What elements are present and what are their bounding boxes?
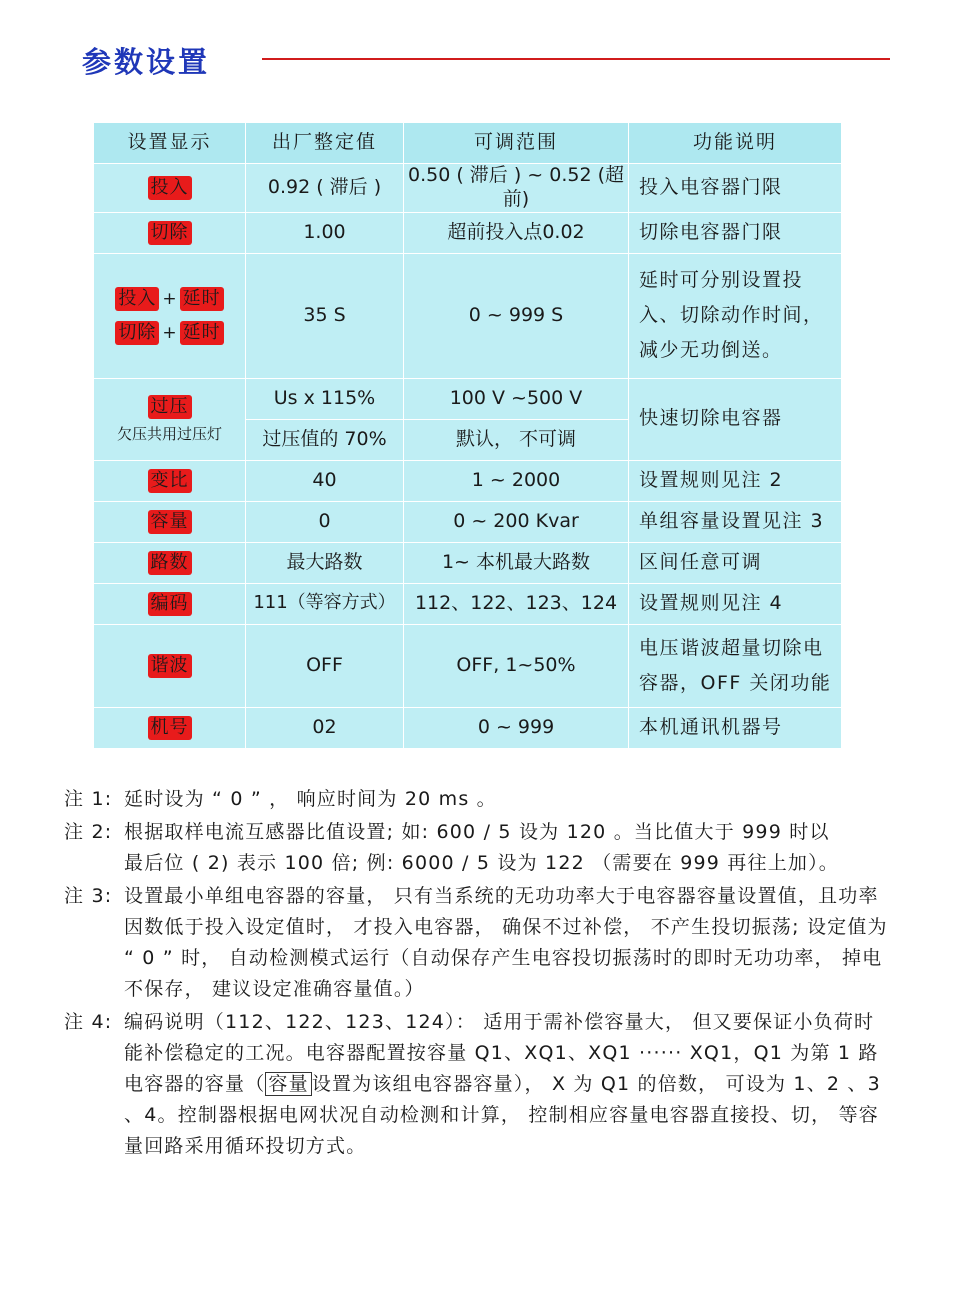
table-row — [94, 212, 842, 253]
key-label: 延时 — [180, 321, 224, 345]
factory-value: 过压值的 70% — [246, 419, 404, 460]
key-label: 过压 — [148, 395, 192, 419]
note-text: 根据取样电流互感器比值设置; 如: 600 / 5 设为 120 。当比值大于 999 时以 — [124, 821, 830, 843]
factory-value: 02 — [246, 707, 404, 748]
function-desc: 切除电容器门限 — [629, 212, 842, 253]
table-row — [94, 164, 842, 213]
key-label: 切除 — [148, 221, 192, 245]
title-divider — [262, 58, 890, 60]
note-label: 注 3: — [64, 885, 113, 907]
table-row — [94, 707, 842, 748]
function-desc: 单组容量设置见注 3 — [629, 501, 842, 542]
page-title: 参数设置 — [82, 45, 211, 79]
table-row — [94, 542, 842, 583]
range-value: 0 ~ 999 S — [404, 253, 629, 378]
function-desc: 延时可分别设置投入、切除动作时间，减少无功倒送。 — [629, 253, 842, 378]
key-label: 容量 — [148, 510, 192, 534]
note-1 — [64, 784, 904, 815]
note-label: 注 4: — [64, 1011, 113, 1033]
function-desc: 本机通讯机器号 — [629, 707, 842, 748]
note-body — [124, 1007, 894, 1162]
key-label: 投入 — [148, 176, 192, 200]
key-label: 切除 — [115, 321, 159, 345]
range-value: 超前投入点0.02 — [404, 212, 629, 253]
function-desc: 设置规则见注 2 — [629, 460, 842, 501]
header-range: 可调范围 — [404, 123, 629, 164]
header-display: 设置显示 — [94, 123, 246, 164]
key-label: 机号 — [148, 716, 192, 740]
table-row — [94, 378, 842, 419]
factory-value: 0 — [246, 501, 404, 542]
function-desc: 电压谐波超量切除电容器，OFF 关闭功能 — [629, 624, 842, 707]
factory-value: Us x 115% — [246, 378, 404, 419]
factory-value: 40 — [246, 460, 404, 501]
key-label: 延时 — [180, 287, 224, 311]
range-value: 100 V ~500 V — [404, 378, 629, 419]
table-row — [94, 624, 842, 707]
note-label: 注 1: — [64, 788, 113, 810]
function-desc: 快速切除电容器 — [629, 378, 842, 460]
factory-value: 111（等容方式） — [246, 583, 404, 624]
table-row — [94, 501, 842, 542]
range-value: 0 ~ 999 — [404, 707, 629, 748]
note-text: 延时设为 “ 0 ” ， 响应时间为 20 ms 。 — [124, 788, 497, 810]
function-desc: 区间任意可调 — [629, 542, 842, 583]
note-text: 设置为该组电容器容量）， X 为 Q1 的倍数， 可设为 1、2 、3 、4。控制器根据电网状况自动检测和计算， 控制相应容量电容器直接投、切， 等容量回路采用循环投切方式。 — [124, 1073, 881, 1157]
parameter-table — [93, 122, 842, 749]
function-desc: 设置规则见注 4 — [629, 583, 842, 624]
note-2 — [64, 817, 904, 879]
key-sublabel: 欠压共用过压灯 — [116, 424, 222, 443]
note-text: 编码说明（112、122、123、124）： 适用于需补偿容量大， 但又要保证小负荷时能补偿稳定的工况。电容器配置按容量 Q1、XQ1、XQ1 ······ XQ1，Q1 为第 1 路电容器的容量（ — [124, 1011, 879, 1095]
plus-sign: + — [162, 288, 177, 309]
key-label: 编码 — [148, 592, 192, 616]
range-value: 1 ~ 2000 — [404, 460, 629, 501]
key-label: 投入 — [115, 287, 159, 311]
note-label: 注 2: — [64, 821, 113, 843]
table-row — [94, 253, 842, 378]
header-factory-value: 出厂整定值 — [246, 123, 404, 164]
note-text: 最后位 ( 2) 表示 100 倍; 例: 6000 / 5 设为 122 （需要在 999 再往上加）。 — [124, 852, 840, 874]
factory-value: 0.92 ( 滞后 ) — [246, 164, 404, 213]
table-header-row — [94, 123, 842, 164]
table-row — [94, 460, 842, 501]
notes-section — [64, 784, 904, 1164]
key-label: 路数 — [148, 551, 192, 575]
range-value: 0.50 ( 滞后 ) ~ 0.52 (超前) — [404, 164, 629, 213]
boxed-key-label: 容量 — [265, 1072, 311, 1096]
note-3 — [64, 881, 904, 1005]
note-4 — [64, 1007, 904, 1162]
factory-value: 1.00 — [246, 212, 404, 253]
key-label: 谐波 — [148, 654, 192, 678]
range-value: OFF, 1~50% — [404, 624, 629, 707]
table-row — [94, 583, 842, 624]
range-value: 默认， 不可调 — [404, 419, 629, 460]
plus-sign: + — [162, 322, 177, 343]
factory-value: 35 S — [246, 253, 404, 378]
function-desc: 投入电容器门限 — [629, 164, 842, 213]
note-text: 设置最小单组电容器的容量， 只有当系统的无功功率大于电容器容量设置值，且功率因数低于投入设定值时， 才投入电容器， 确保不过补偿， 不产生投切振荡; 设定值为 “ 0 ” 时， 自动检测模式运行（自动保存产生电容投切振荡时的即时无功功率， 掉电不保存， 建议设定准确容量值。） — [124, 885, 888, 1000]
header-function: 功能说明 — [629, 123, 842, 164]
factory-value: OFF — [246, 624, 404, 707]
range-value: 1~ 本机最大路数 — [404, 542, 629, 583]
key-label: 变比 — [148, 469, 192, 493]
factory-value: 最大路数 — [246, 542, 404, 583]
range-value: 0 ~ 200 Kvar — [404, 501, 629, 542]
range-value: 112、122、123、124 — [404, 583, 629, 624]
